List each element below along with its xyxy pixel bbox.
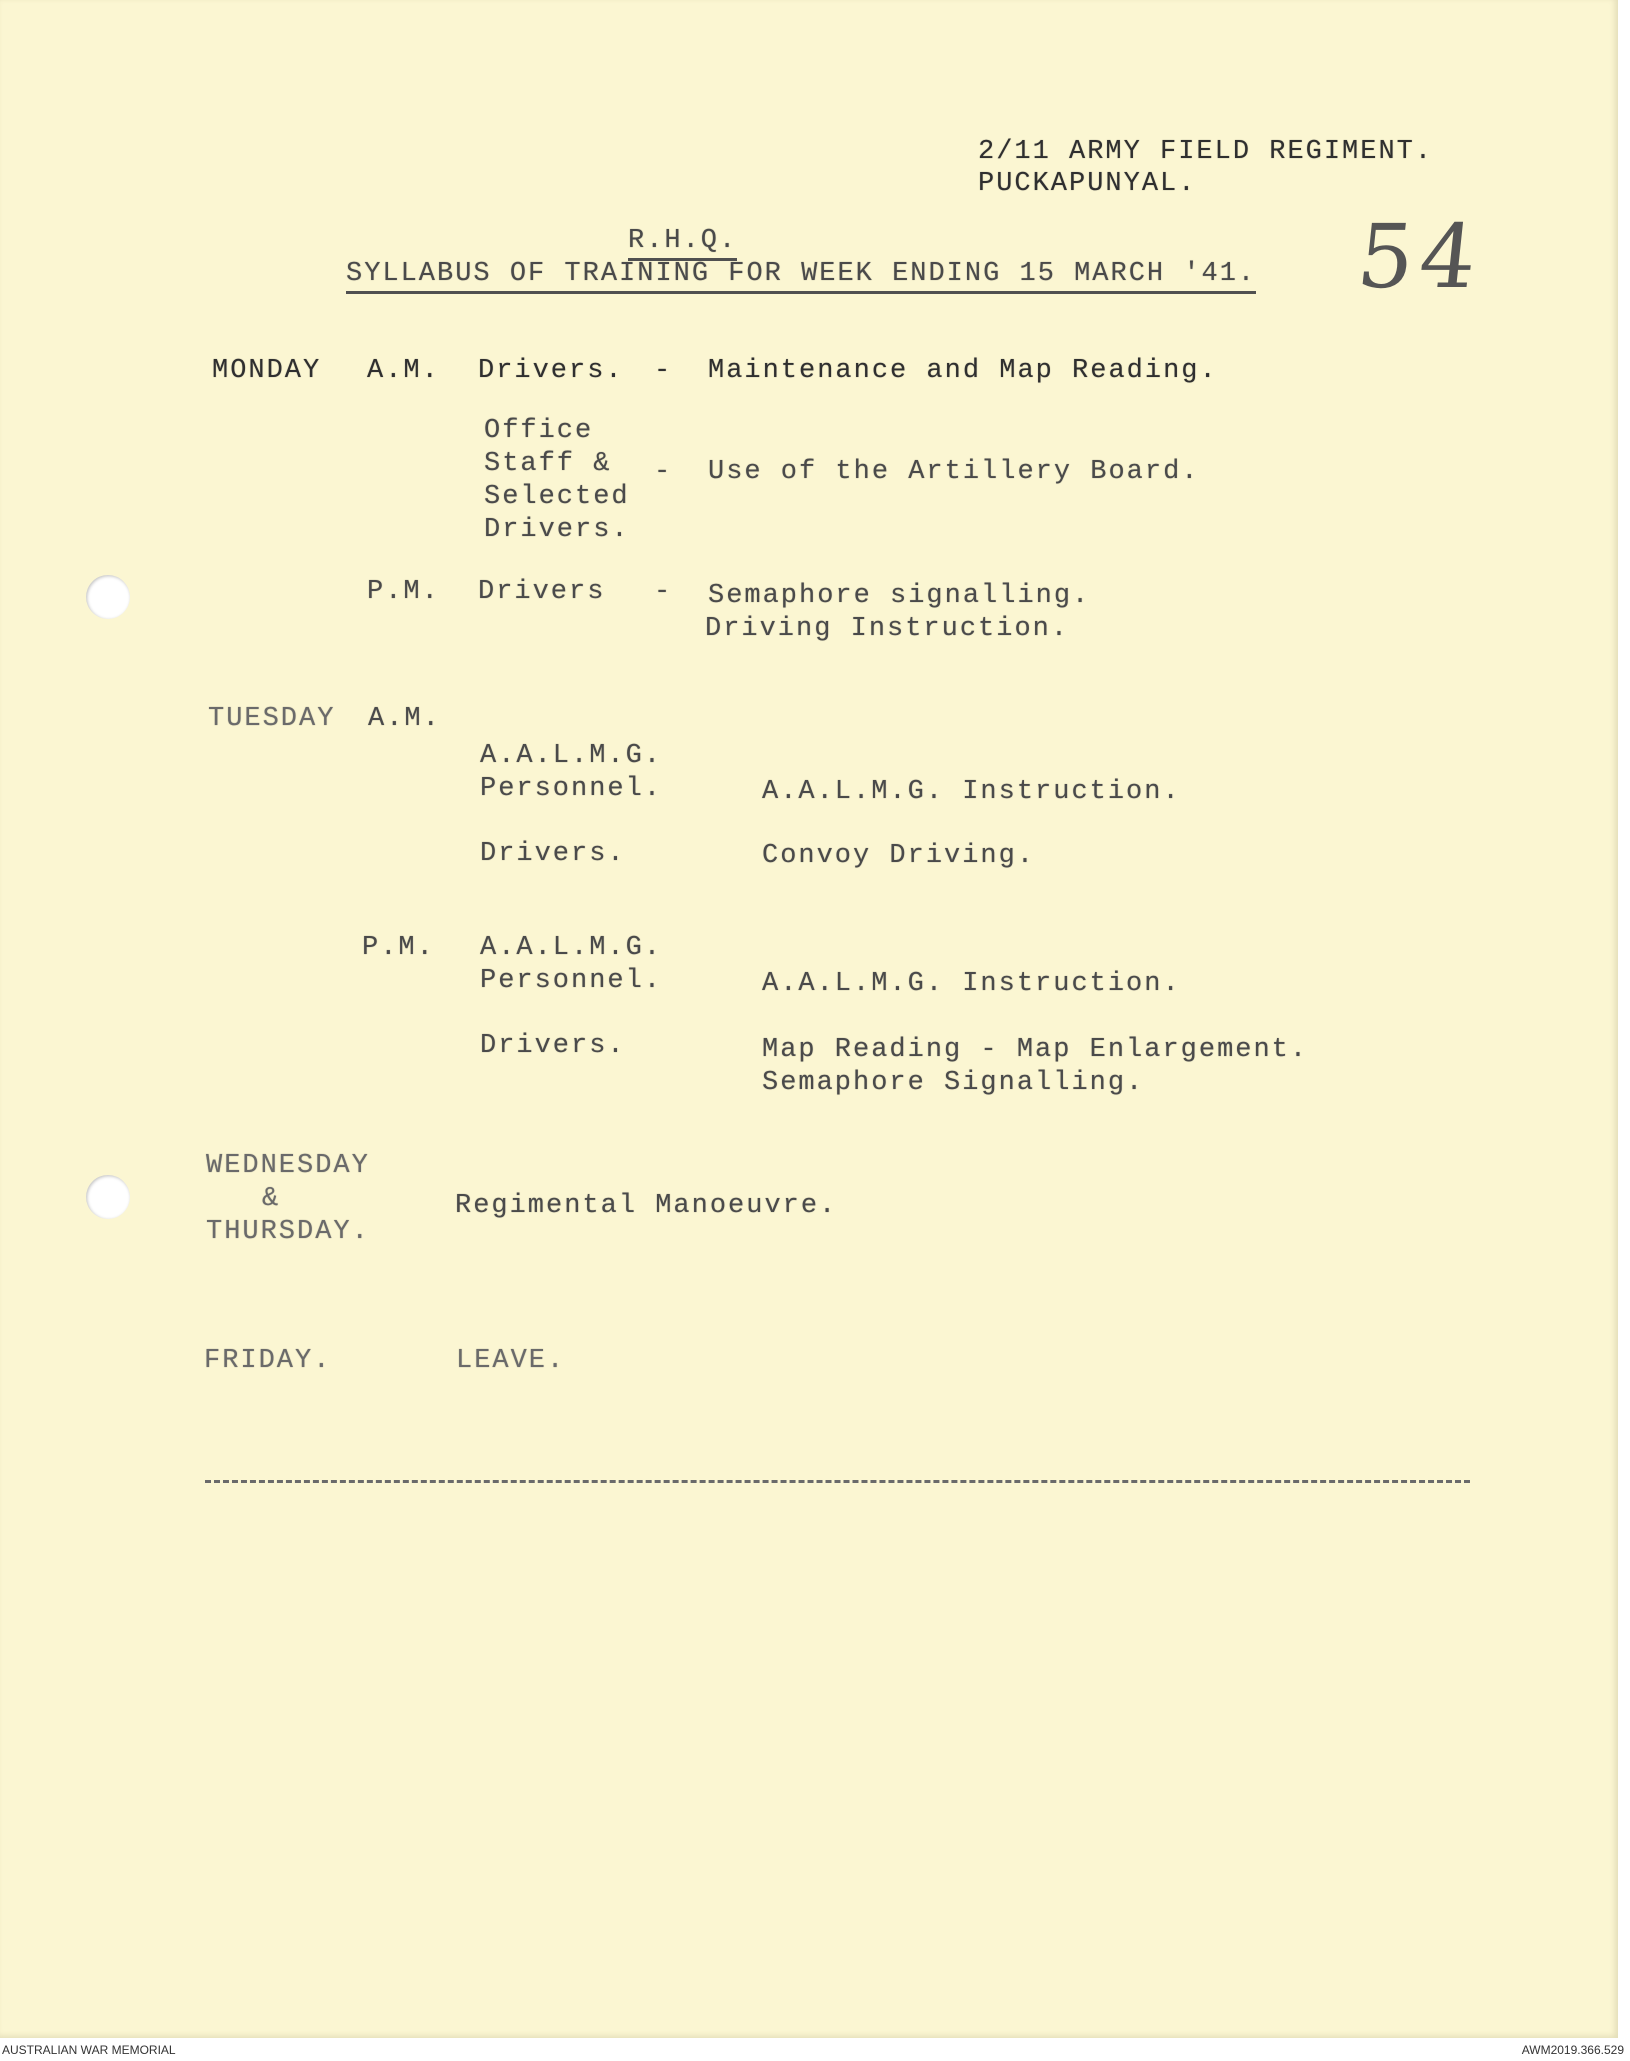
day-wednesday: WEDNESDAY (206, 1151, 370, 1181)
monday-pm-what-line-2: Driving Instruction. (705, 614, 1070, 644)
day-ampersand: & (262, 1184, 281, 1214)
title-rhq (628, 225, 737, 258)
unit-location: PUCKAPUNYAL. (978, 169, 1197, 199)
tuesday-pm-what-2-line-1: Map Reading - Map Enlargement. (762, 1035, 1309, 1065)
tuesday-pm-who-1-line-1: A.A.L.M.G. (480, 933, 663, 963)
monday-am-dash-1: - (654, 356, 673, 386)
tuesday-pm-what-1: A.A.L.M.G. Instruction. (762, 969, 1181, 999)
monday-pm: P.M. (367, 577, 440, 607)
monday-am-dash-2: - (654, 457, 673, 487)
friday-activity: LEAVE. (456, 1346, 566, 1376)
tuesday-pm-who-1-line-2: Personnel. (480, 966, 663, 996)
tuesday-am: A.M. (368, 704, 441, 734)
monday-am: A.M. (367, 356, 440, 386)
wed-thu-activity: Regimental Manoeuvre. (455, 1191, 838, 1221)
footer-accession-number: AWM2019.366.529 (1521, 2043, 1624, 2057)
day-tuesday: TUESDAY (208, 704, 336, 734)
title-rhq-text: R.H.Q. (628, 226, 737, 261)
monday-am-who-2-line-1: Office (484, 416, 594, 446)
tuesday-am-who-1-line-1: A.A.L.M.G. (480, 741, 663, 771)
handwritten-folio-number: 54 (1352, 205, 1488, 308)
monday-pm-dash: - (654, 577, 673, 607)
footer-archive-name: AUSTRALIAN WAR MEMORIAL (2, 2043, 176, 2057)
punch-hole-top (86, 575, 130, 619)
tuesday-pm: P.M. (362, 933, 435, 963)
monday-am-what-1: Maintenance and Map Reading. (708, 356, 1218, 386)
monday-am-who-1: Drivers. (478, 356, 624, 386)
tuesday-am-who-2: Drivers. (480, 839, 626, 869)
day-monday: MONDAY (212, 356, 322, 386)
closing-rule (205, 1480, 1470, 1483)
monday-am-who-2-line-2: Staff & (484, 449, 612, 479)
monday-am-who-2-line-4: Drivers. (484, 515, 630, 545)
monday-pm-what-line-1: Semaphore signalling. (708, 581, 1091, 611)
punch-hole-bottom (86, 1175, 130, 1219)
title-syllabus-text: SYLLABUS OF TRAINING FOR WEEK ENDING 15 MARCH '41. (346, 259, 1256, 294)
day-friday: FRIDAY. (204, 1346, 332, 1376)
tuesday-pm-who-2: Drivers. (480, 1031, 626, 1061)
tuesday-pm-what-2-line-2: Semaphore Signalling. (762, 1068, 1145, 1098)
day-thursday: THURSDAY. (206, 1217, 370, 1247)
monday-pm-who: Drivers (478, 577, 606, 607)
unit-name: 2/11 ARMY FIELD REGIMENT. (978, 137, 1434, 167)
title-syllabus (346, 258, 1256, 291)
tuesday-am-what-2: Convoy Driving. (762, 841, 1036, 871)
monday-am-who-2-line-3: Selected (484, 482, 630, 512)
tuesday-am-who-1-line-2: Personnel. (480, 774, 663, 804)
monday-am-what-2: Use of the Artillery Board. (708, 457, 1200, 487)
tuesday-am-what-1: A.A.L.M.G. Instruction. (762, 777, 1181, 807)
